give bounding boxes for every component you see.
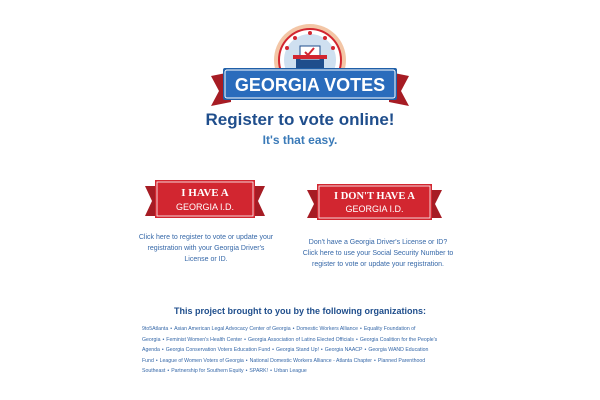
organization-link[interactable]: Asian American Legal Advocacy Center of Georgia bbox=[174, 326, 291, 332]
georgia-votes-logo[interactable] bbox=[207, 22, 413, 114]
org-separator: • bbox=[244, 336, 246, 343]
logo-text: GEORGIA VOTES bbox=[234, 75, 386, 95]
organization-link[interactable]: Georgia WAND Education Fund bbox=[142, 347, 429, 364]
org-separator: • bbox=[167, 368, 170, 374]
org-separator: • bbox=[161, 347, 164, 353]
org-separator: • bbox=[272, 347, 274, 353]
have-id-line2: GEORGIA I.D. bbox=[175, 202, 235, 212]
have-id-button[interactable] bbox=[145, 178, 265, 222]
no-id-line1: I DON'T HAVE A bbox=[333, 191, 416, 202]
org-separator: • bbox=[170, 326, 173, 332]
organizations-heading: This project brought to you by the following organizations: bbox=[174, 306, 426, 316]
no-id-button[interactable] bbox=[307, 182, 442, 224]
organization-link[interactable]: Planned Parenthood Southeast bbox=[142, 357, 426, 374]
organization-link[interactable]: Urban League bbox=[273, 368, 307, 374]
organization-link[interactable]: Georgia Association of Latino Elected Officials bbox=[247, 336, 355, 343]
page-title: Register to vote online! bbox=[205, 110, 395, 129]
no-id-line2: GEORGIA I.D. bbox=[345, 204, 404, 214]
org-separator: • bbox=[360, 326, 362, 332]
org-separator: • bbox=[374, 357, 376, 364]
organization-link[interactable]: SPARK! bbox=[249, 368, 269, 374]
org-separator: • bbox=[292, 326, 295, 332]
organization-link[interactable]: Georgia Coalition for the People's Agenda bbox=[142, 336, 438, 353]
page-subtitle: It's that easy. bbox=[262, 133, 338, 147]
organization-link[interactable]: Partnership for Southern Equity bbox=[171, 368, 244, 374]
org-separator: • bbox=[270, 368, 272, 374]
org-separator: • bbox=[320, 347, 323, 353]
organizations-list bbox=[142, 324, 458, 377]
org-separator: • bbox=[245, 368, 248, 374]
have-id-line1: I HAVE A bbox=[181, 187, 229, 199]
org-separator: • bbox=[356, 336, 358, 343]
no-id-description[interactable]: Don't have a Georgia Driver's License or ID? Click here to use your Social Security Number to register to vote or update your registration. bbox=[302, 239, 454, 268]
organization-link[interactable]: League of Women Voters of Georgia bbox=[159, 357, 244, 364]
organization-link[interactable]: Equality Foundation of Georgia bbox=[142, 326, 416, 343]
have-id-description[interactable]: Click here to register to vote or update your registration with your Georgia Driver's License or ID. bbox=[138, 234, 274, 263]
organization-link[interactable]: Domestic Workers Alliance bbox=[296, 326, 359, 332]
org-separator: • bbox=[155, 357, 158, 364]
organization-link[interactable]: National Domestic Workers Alliance - Atlanta Chapter bbox=[249, 357, 373, 364]
org-separator: • bbox=[245, 357, 248, 364]
organization-link[interactable]: 9to5Atlanta bbox=[142, 326, 169, 332]
org-separator: • bbox=[162, 336, 165, 343]
organization-link[interactable]: Georgia NAACP bbox=[324, 347, 363, 353]
org-separator: • bbox=[364, 347, 367, 353]
organization-link[interactable]: Georgia Stand Up! bbox=[275, 347, 319, 353]
organization-link[interactable]: Georgia Conservation Voters Education Fund bbox=[165, 347, 271, 353]
organization-link[interactable]: Feminist Women's Health Center bbox=[166, 336, 243, 343]
